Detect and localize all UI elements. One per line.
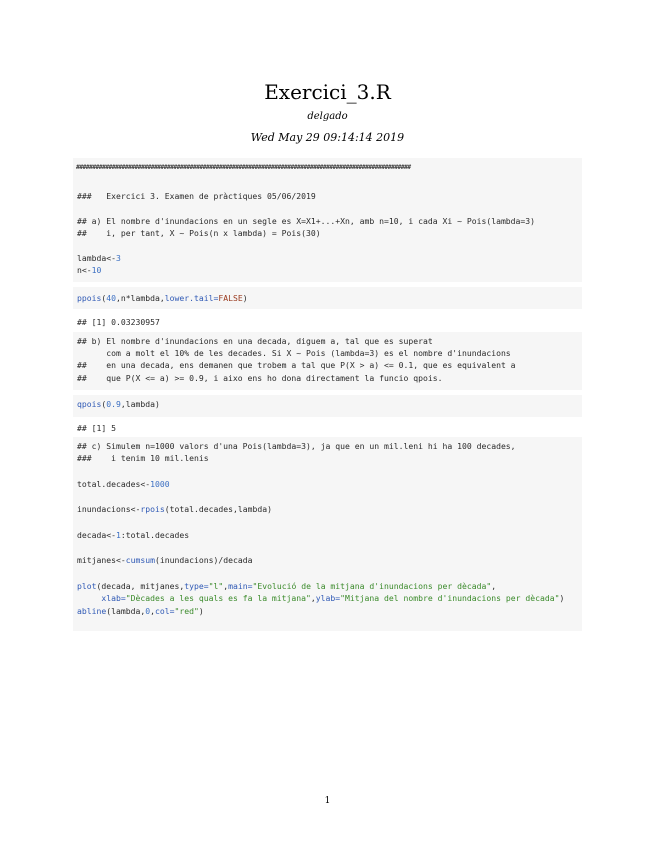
- inundacions-assignment: inundacions<-rpois(total.decades,lambda): [77, 504, 272, 514]
- comment-a-line-1: ## a) El nombre d'inundacions en un segle es X=X1+...+Xn, amb n=10, i cada Xi ~ Pois(lambda=3): [77, 216, 536, 226]
- lambda-value: 3: [115, 253, 121, 263]
- hash-separator: #######################################################################################################: [76, 163, 411, 171]
- document-date: Wed May 29 09:14:14 2019: [250, 131, 405, 144]
- comment-b-line-1: ## b) El nombre d'inundacions en una decada, diguem a, tal que es superat: [77, 336, 433, 346]
- abline-call: abline(lambda,0,col="red"): [77, 606, 204, 616]
- lambda-var: lambda<-: [77, 253, 116, 263]
- decada-assignment: decada<-1:total.decades: [77, 530, 190, 540]
- mitjanes-assignment: mitjanes<-cumsum(inundacions)/decada: [77, 555, 253, 565]
- comment-b-line-2: com a molt el 10% de les decades. Si X ~ Pois (lambda=3) es el nombre d'inundacions: [77, 348, 511, 358]
- qpois-fn: qpois: [77, 399, 102, 409]
- qpois-call: qpois(0.9,lambda): [77, 399, 160, 409]
- comment-b-line-4: ## que P(X <= a) >= 0.9, i aixo ens ho dona directament la funcio qpois.: [77, 373, 443, 383]
- n-value: 10: [91, 265, 102, 275]
- total-decades-assignment: total.decades<-1000: [77, 479, 170, 489]
- ppois-call: ppois(40,n*lambda,lower.tail=FALSE): [77, 293, 248, 303]
- plot-call-line-1: plot(decada, mitjanes,type="l",main="Evolució de la mitjana d'inundacions per dècada",: [77, 581, 497, 591]
- qpois-output: ## [1] 5: [77, 423, 116, 433]
- comment-a-line-2: ## i, per tant, X ~ Pois(n x lambda) = Pois(30): [77, 228, 321, 238]
- plot-call-line-2: xlab="Dècades a les quals es fa la mitjana",ylab="Mitjana del nombre d'inundacions per dècada"): [101, 593, 565, 603]
- n-assignment: [77, 265, 101, 275]
- n-var: n<-: [77, 265, 92, 275]
- document-title: Exercici_3.R: [264, 80, 391, 104]
- comment-c-line-2: ### i tenim 10 mil.lenis: [77, 453, 209, 463]
- section-title-comment: ### Exercici 3. Examen de pràctiques 05/06/2019: [77, 191, 316, 201]
- ppois-output: ## [1] 0.03230957: [77, 317, 160, 327]
- document-author: delgado: [307, 111, 348, 122]
- page-number: 1: [324, 796, 331, 806]
- lambda-assignment: [77, 253, 121, 263]
- ppois-fn: ppois: [77, 293, 102, 303]
- comment-b-line-3: ## en una decada, ens demanen que trobem a tal que P(X > a) <= 0.1, que es equivalent a: [77, 360, 516, 370]
- comment-c-line-1: ## c) Simulem n=1000 valors d'una Pois(lambda=3), ja que en un mil.leni hi ha 100 decades,: [77, 441, 516, 451]
